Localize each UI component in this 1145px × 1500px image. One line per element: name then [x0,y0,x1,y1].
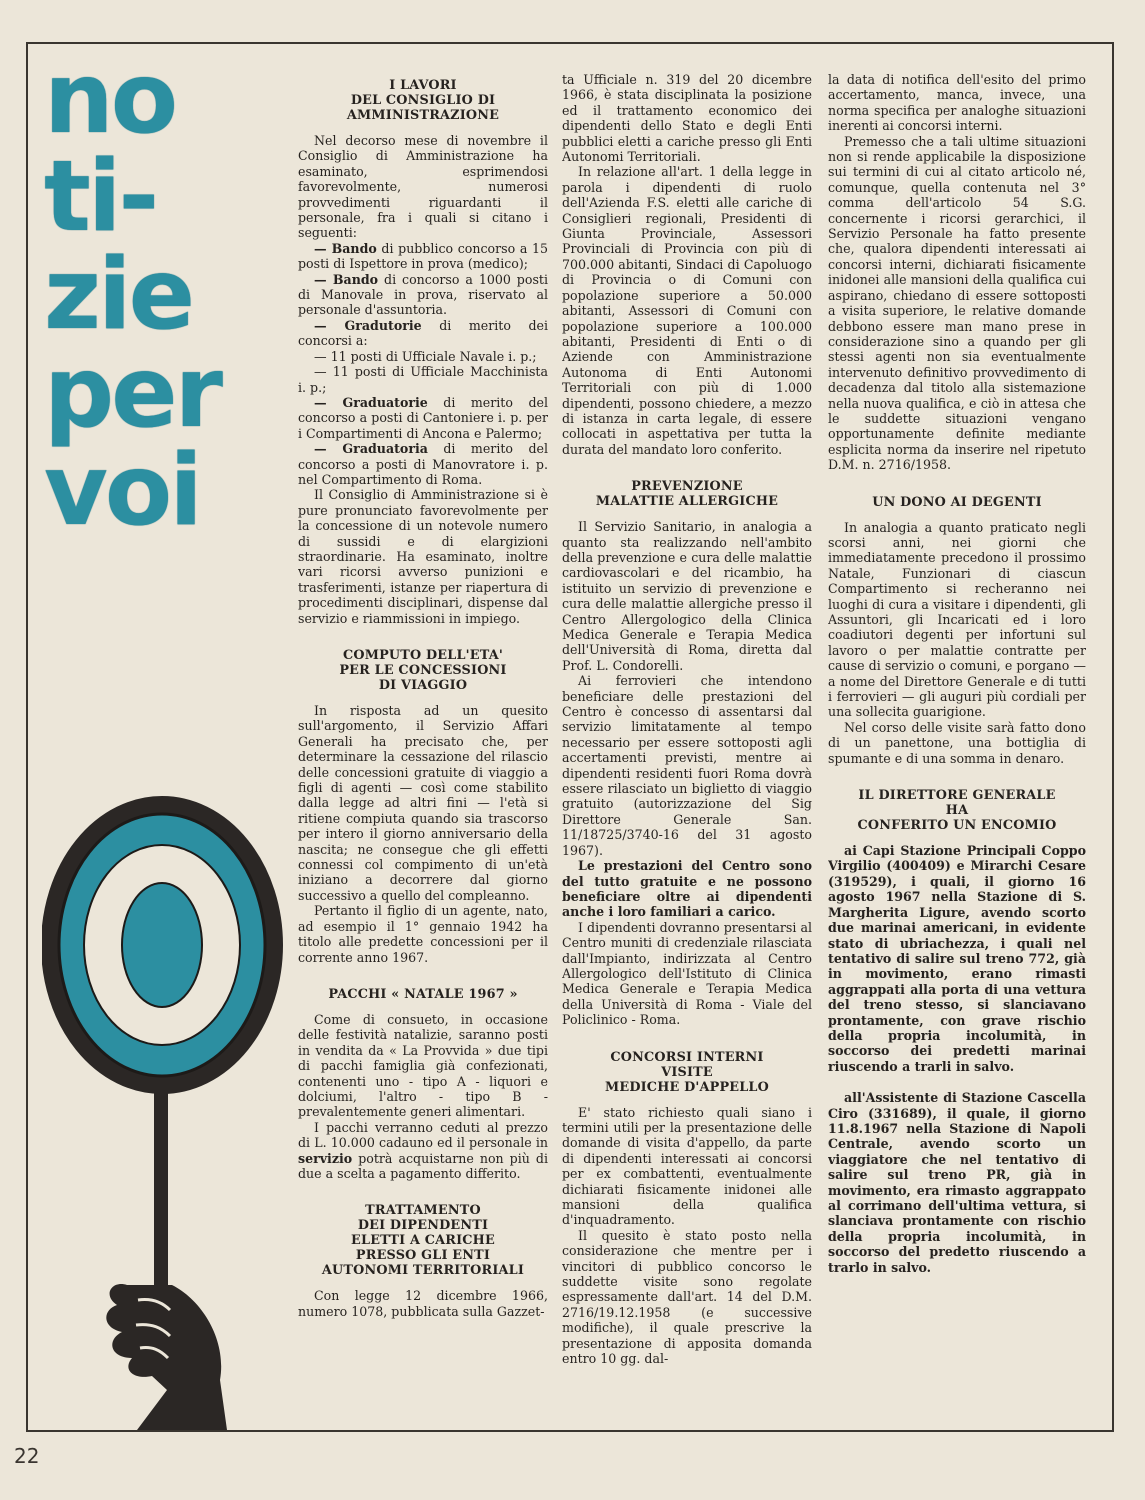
paragraph: I dipendenti dovranno presentarsi al Centro muniti di credenziale rilasciata dall'Impianto, indirizzata al Centro Allergologico dell'Istituto di Clinica Medica Generale e Terapia Medica della Università di Roma - Viale del Policlinico - Roma. [562,919,812,1028]
paragraph: E' stato richiesto quali siano i termini utili per la presentazione delle domande di visita d'appello, da parte di dipendenti interessati ai concorsi per ex combattenti, eventualmente dichiarati fisicamente inidonei alle mansioni della qualifica d'inquadramento. [562,1104,812,1228]
paragraph: Le prestazioni del Centro sono del tutto gratuite e ne possono beneficiare oltre ai dipendenti anche i loro familiari a carico. [562,858,812,920]
list-item: — Graduatorie di merito del concorso a posti di Cantoniere i. p. per i Compartimenti di Ancona e Palermo; [298,394,548,441]
masthead-line: per [44,336,220,450]
paragraph: Come di consueto, in occasione delle festività natalizie, saranno posti in vendita da « La Provvida » due tipi di pacchi famiglia già confezionati, contenenti uno - tipo A - liquori e dolciumi, l'altro - tipo B - prevalentemente generi alimentari. [298,1011,548,1120]
paragraph: Il quesito è stato posto nella considerazione che mentre per i vincitori di pubblico concorso le suddette visite sono regolate espressamente dall'art. 14 del D.M. 2716/19.12.1958 (e successive modifiche), il quale prescrive la presentazione di apposita domanda entro 10 gg. dal- [562,1227,812,1367]
paragraph: Nel corso delle visite sarà fatto dono di un panettone, una bottiglia di spumante e di una somma in denaro. [828,719,1086,766]
paragraph: In relazione all'art. 1 della legge in parola i dipendenti di ruolo dell'Azienda F.S. eletti alle cariche di Consiglieri regionali, Presidenti di Giunta Provinciale, Assessori Provinciali di Provincia con più di 700.000 abitanti, Sindaci di Capoluogo di Provincia o di Comuni con popolazione superiore a 50.000 abitanti, Assessori di Comuni con popolazione superiore a 100.000 abitanti, Presidenti di Enti o di Aziende con Amministrazione Autonoma di Enti Autonomi Territoriali con più di 1.000 dipendenti, possono chiedere, a mezzo di istanza in carta legale, di essere collocati in aspettativa per tutta la durata del mandato loro conferito. [562,164,812,457]
section-title-encomio: IL DIRETTORE GENERALE HA CONFERITO UN ENCOMIO [857,788,1057,834]
paragraph: Premesso che a tali ultime situazioni non si rende applicabile la disposizione sui termini di cui al citato articolo né, comunque, quella contenuta nel 3° comma dell'articolo 54 S.G. concernente i ricorsi gerarchici, il Servizio Personale ha fatto presente che, qualora dipendenti interessati ai concorsi interni, dichiarati fisicamente inidonei alle mansioni della qualifica cui aspirano, chiedano di essere sottoposti a visita superiore, le relative domande debbono essere man mano prese in considerazione sino a quando per gli stessi agenti non sia eventualmente intervenuto definitivo provvedimento di decadenza dal titolo alla sistemazione nella nuova qualifica, e ciò in attesa che le suddette situazioni vengano opportunamente definite mediante esplicita norma da inserire nel ripetuto D.M. n. 2716/1958. [828,133,1086,473]
list-item: — Bando di concorso a 1000 posti di Manovale in prova, riservato al personale d'assuntoria. [298,271,548,318]
paragraph: Il Consiglio di Amministrazione si è pure pronunciato favorevolmente per la concessione di un notevole numero di sussidi e di elargizioni straordinarie. Ha esaminato, inoltre vari ricorsi avverso punizioni e trasferimenti, istanze per riapertura di procedimenti disciplinari, dispense dal servizio e riammissioni in impiego. [298,487,548,626]
section-title-prevenzione: PREVENZIONE MALATTIE ALLERGICHE [595,479,779,510]
section-title-pacchi: PACCHI « NATALE 1967 » [328,986,518,1002]
hand-holding-signal-icon [42,780,297,1430]
paragraph: In risposta ad un quesito sull'argomento, il Servizio Affari Generali ha precisato che, per determinare la cessazione del rilascio delle concessioni gratuite di viaggio a figli di agenti — così come stabilito dalla legge ad altri fini — l'età si ritiene compiuta quando sia trascorso per intero il giorno anniversario della nascita; ne consegue che gli effetti connessi col compimento di un'età iniziano a decorrere dal giorno successivo a quello del compleanno. [298,703,548,903]
list-item: — Graduatoria di merito del concorso a posti di Manovratore i. p. nel Compartimento di Roma. [298,441,548,487]
section-title-computo: COMPUTO DELL'ETA' PER LE CONCESSIONI DI VIAGGIO [339,648,507,693]
paragraph: Nel decorso mese di novembre il Consiglio di Amministrazione ha esaminato, esprimendosi favorevolmente, numerosi provvedimenti riguardanti il personale, fra i quali si citano i seguenti: [298,133,548,241]
paragraph: ai Capi Stazione Principali Coppo Virgilio (400409) e Mirarchi Cesare (319529), i quali, il giorno 16 agosto 1967 nella Stazione di S. Margherita Ligure, avendo scorto due marinai americani, in evidente stato di ubriachezza, i quali nel tentativo di salire sul treno 772, già in movimento, erano rimasti aggrappati alla porta di una vettura del treno stesso, si slanciavano prontamente, con grave rischio della propria incolumità, in soccorso dei predetti marinai riuscendo a trarli in salvo. [828,843,1086,1074]
paragraph: Pertanto il figlio di un agente, nato, ad esempio il 1° gennaio 1942 ha titolo alle predette concessioni per il corrente anno 1967. [298,903,548,965]
paragraph: ta Ufficiale n. 319 del 20 dicembre 1966, è stata disciplinata la posizione ed il trattamento economico dei dipendenti dello Stato e degli Enti pubblici eletti a cariche presso gli Enti Autonomi Territoriali. [562,72,812,165]
page-number: 22 [14,1444,40,1468]
paragraph: In analogia a quanto praticato negli scorsi anni, nei giorni che immediatamente precedono il prossimo Natale, Funzionari di ciascun Compartimento si recheranno nei luoghi di cura a visitare i dipendenti, gli Assuntori, gli Incaricati ed i loro coadiutori degenti per infortuni sul lavoro o per malattie contratte per cause di servizio o comuni, e porgano — a nome del Direttore Generale e di tutti i ferrovieri — gli auguri più cordiali per una sollecita guarigione. [828,519,1086,720]
masthead-title [44,42,289,590]
list-item: — Gradutorie di merito dei concorsi a: [298,317,548,349]
section-title-lavori: I LAVORI DEL CONSIGLIO DI AMMINISTRAZIONE [346,78,500,123]
list-item: — 11 posti di Ufficiale Macchinista i. p.; [298,364,548,395]
column-3 [828,72,1086,1432]
paragraph: all'Assistente di Stazione Cascella Ciro (331689), il quale, il giorno 11.8.1967 nella Stazione di Napoli Centrale, avendo scorto un viaggiatore che nel tentativo di salire sul treno PR, già in movimento, era rimasto aggrappato al corrimano dell'ultima vettura, si slanciava prontamente con rischio della propria incolumità, in soccorso del predetto riuscendo a trarlo in salvo. [828,1090,1086,1275]
column-1 [298,72,548,1432]
column-2 [562,72,812,1432]
section-title-concorsi: CONCORSI INTERNI VISITE MEDICHE D'APPELLO [605,1049,769,1095]
paragraph: Il Servizio Sanitario, in analogia a quanto sta realizzando nell'ambito della prevenzione e cura delle malattie cardiovascolari e del ricambio, ha istituito un servizio di prevenzione e cura delle malattie allergiche presso il Centro Allergologico della Clinica Medica Generale e Terapia Medica dell'Università di Roma, diretta dal Prof. L. Condorelli. [562,519,812,673]
paragraph: I pacchi verranno ceduti al prezzo di L. 10.000 cadauno ed il personale in servizio potrà acquistarne non più di due a scelta a pagamento differito. [298,1119,548,1181]
paragraph: Con legge 12 dicembre 1966, numero 1078, pubblicata sulla Gazzet- [298,1288,548,1319]
list-item: — 11 posti di Ufficiale Navale i. p.; [314,348,537,364]
masthead-line: ti- [44,140,157,254]
masthead-line: voi [44,434,200,548]
section-title-dono: UN DONO AI DEGENTI [872,494,1042,510]
paragraph: la data di notifica dell'esito del primo accertamento, manca, invece, una norma specifica per analoghe situazioni inerenti ai concorsi interni. [828,72,1086,134]
paragraph: Ai ferrovieri che intendono beneficiare delle prestazioni del Centro è concesso di assentarsi dal servizio limitatamente al tempo necessario per essere sottoposti agli accertamenti previsti, mentre ai dipendenti residenti fuori Roma dovrà essere rilasciato un biglietto di viaggio gratuito (autorizzazione del Sig Direttore Generale San. 11/18725/3740-16 del 31 agosto 1967). [562,673,812,858]
masthead-line: zie [44,238,193,352]
masthead-line: no [44,42,176,156]
section-title-trattamento: TRATTAMENTO DEI DIPENDENTI ELETTI A CARICHE PRESSO GLI ENTI AUTONOMI TERRITORIALI [321,1203,525,1279]
list-item: — Bando di pubblico concorso a 15 posti di Ispettore in prova (medico); [298,240,548,272]
